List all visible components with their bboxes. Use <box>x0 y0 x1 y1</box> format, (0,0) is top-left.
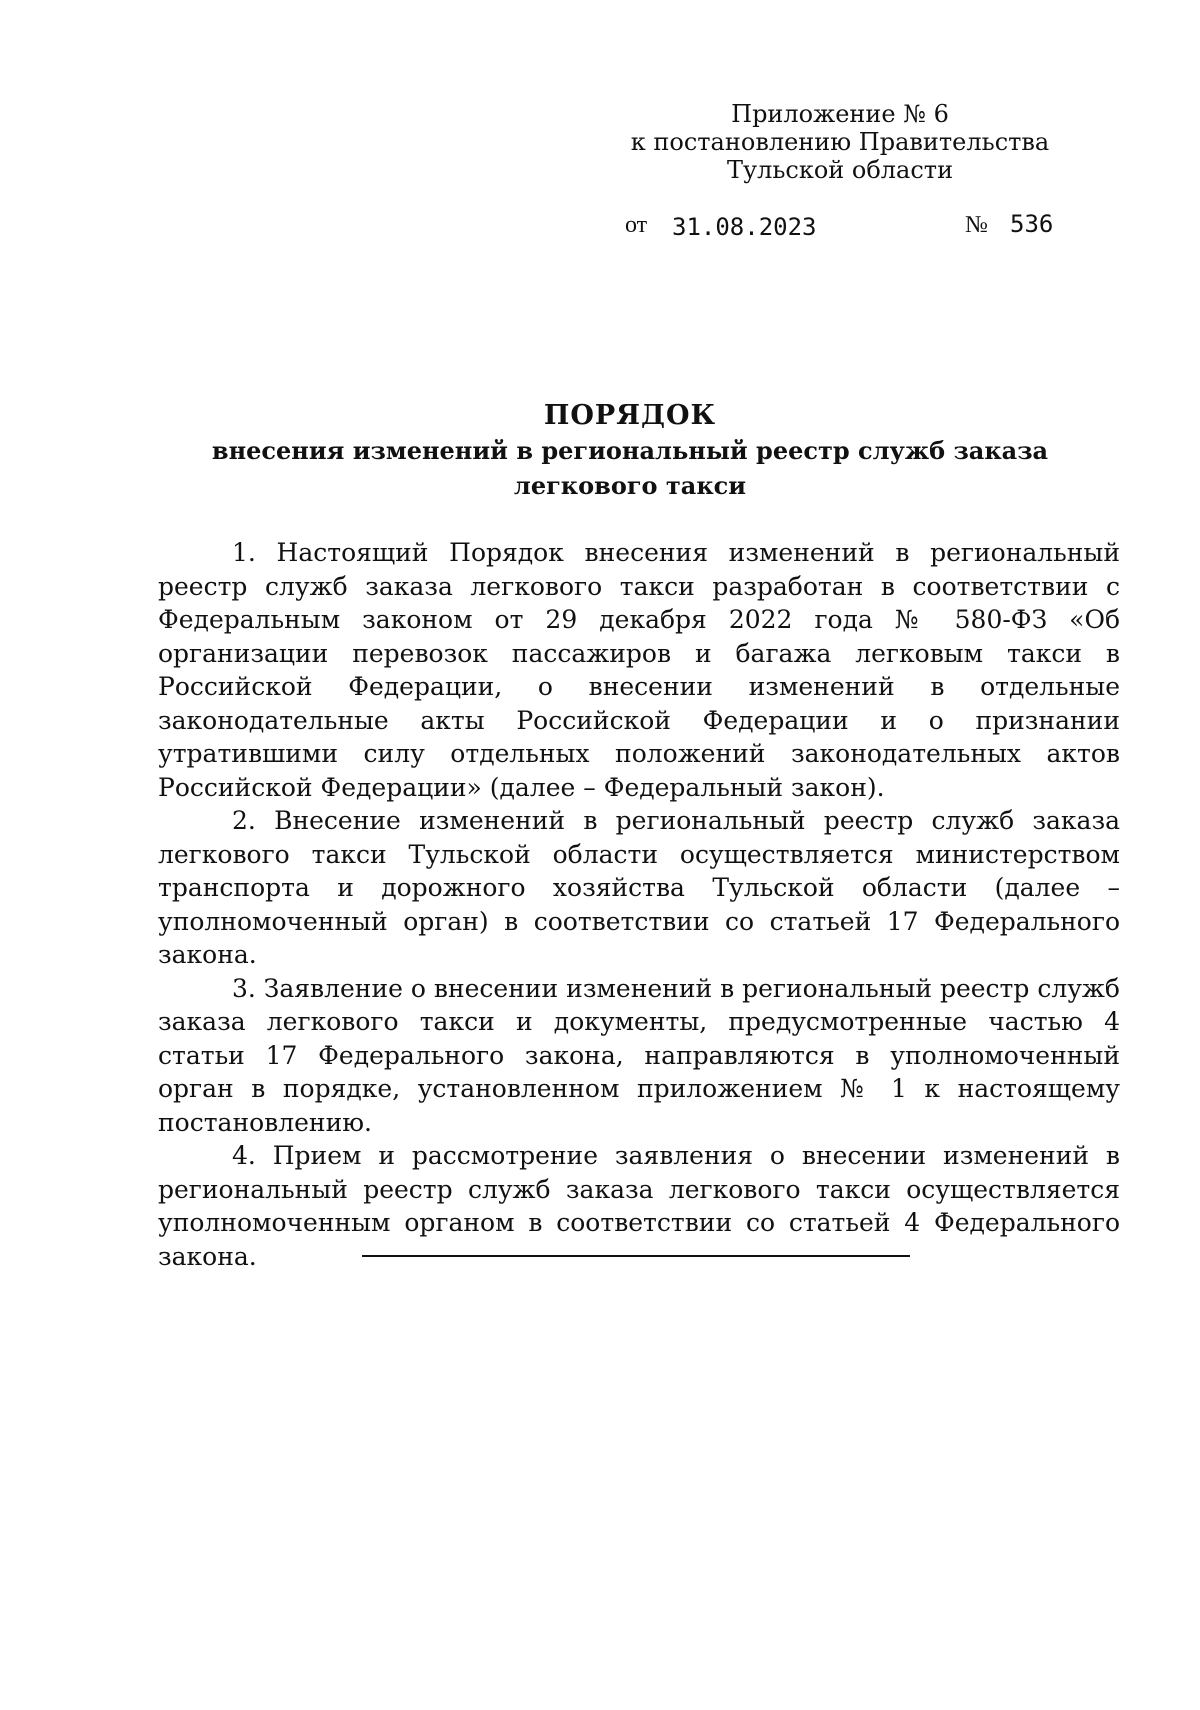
title-main: ПОРЯДОК <box>543 400 717 431</box>
document-title <box>140 398 1120 503</box>
number-prefix: № <box>965 212 988 238</box>
paragraph-3: 3. Заявление о внесении изменений в региональный реестр служб заказа легкового такси и документы, предусмотренные частью 4 статьи 17 Федерального закона, направляются в уполномоченный орган в порядке, установленном приложением № 1 к настоящему постановлению. <box>158 973 1120 1137</box>
date-prefix: от <box>625 212 648 238</box>
appendix-line-2: к постановлению Правительства <box>630 128 1050 156</box>
document-date: 31.08.2023 <box>672 213 817 241</box>
title-line-2: внесения изменений в региональный реестр служб заказа <box>211 436 1049 465</box>
title-line-3: легкового такси <box>513 471 747 500</box>
appendix-line-3: Тульской области <box>726 156 954 184</box>
paragraph-2: 2. Внесение изменений в региональный реестр служб заказа легкового такси Тульской области осуществляется министерством транспорта и дорожного хозяйства Тульской области (далее – уполномоченный орган) в соответствии со статьей 17 Федерального закона. <box>158 806 1120 969</box>
paragraph-1: 1. Настоящий Порядок внесения изменений в региональный реестр служб заказа легкового такси разработан в соответствии с Федеральным законом от 29 декабря 2022 года № 580-ФЗ «Об организации перевозок пассажиров и багажа легковым такси в Российской Федерации, о внесении изменений в отдельные законодательные акты Российской Федерации и о признании утратившими силу отдельных положений законодательных актов Российской Федерации» (далее – Федеральный закон). <box>158 538 1120 802</box>
document-number: 536 <box>1010 210 1054 238</box>
document-body <box>158 536 1120 1273</box>
end-separator-line <box>362 1255 910 1257</box>
appendix-line-1: Приложение № 6 <box>731 100 949 128</box>
date-number-row <box>625 212 1060 244</box>
appendix-header <box>600 100 1080 184</box>
paragraph-4: 4. Прием и рассмотрение заявления о внесении изменений в региональный реестр служб заказа легкового такси осуществляется уполномоченным органом в соответствии со статьей 4 Федерального закона. <box>158 1141 1120 1271</box>
